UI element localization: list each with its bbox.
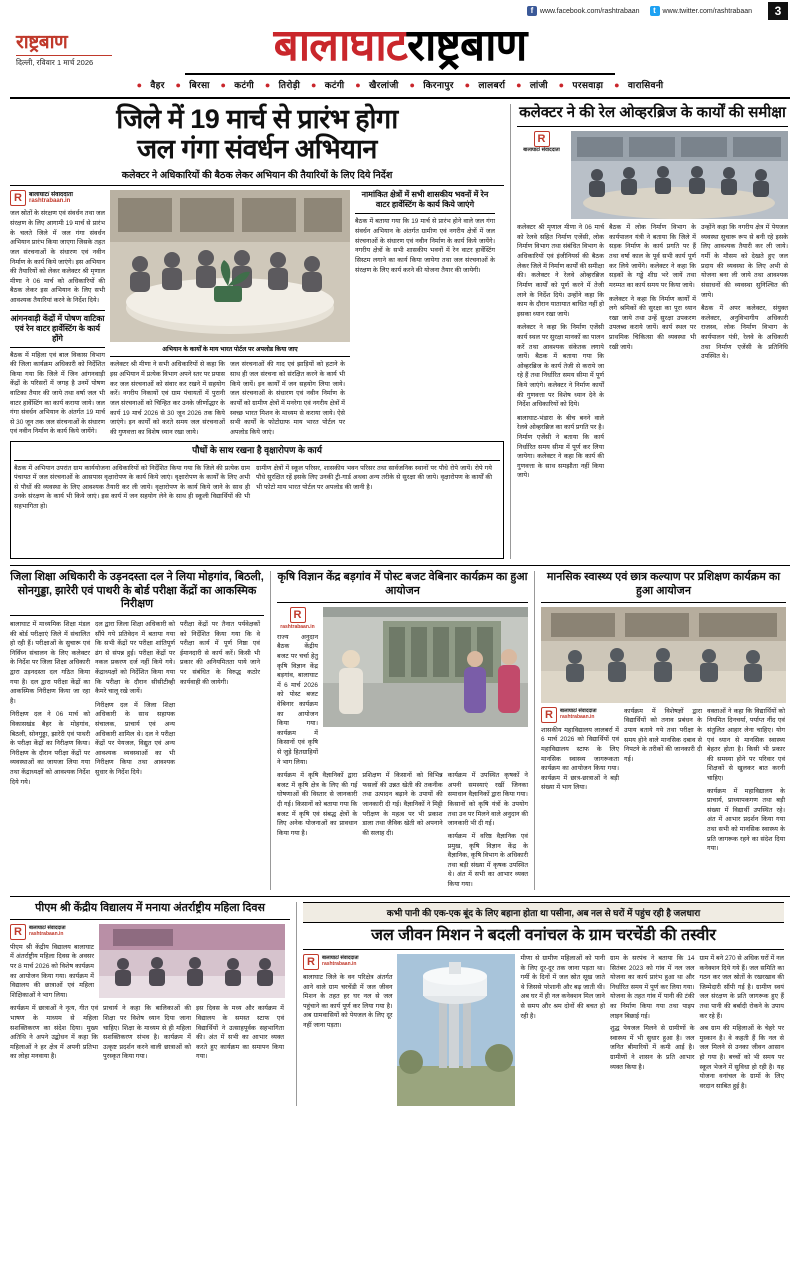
sec4-c2: कार्यक्रम में विशेषज्ञों द्वारा विद्यार्थियों को तनाव प्रबंधन के उपाय बताये गये तथा परीक्षा के समय होने वाले मानसिक दबाव से निपटने के तरीकों की जानकारी दी गई। [624,707,702,763]
sec3-c4: कार्यक्रम में उपस्थित कृषकों ने अपनी समस्याएं रखीं जिनका समाधान वैज्ञानिकों द्वारा किया गया। किसानों को कृषि यंत्रों के उपयोग तथा उन पर मिलने वाले अनुदान की जानकारी भी दी गई। [447,772,528,828]
byline [541,707,619,723]
lead-col1-head: आंगनवाड़ी केंद्रों में पोषण वाटिका एवं रेन वाटर हार्वेस्टिंग के कार्य होंगे [10,313,105,343]
lead-rule [10,185,504,186]
sec6-col-4 [610,954,695,1106]
rashtrabaan-badge-icon: R [10,924,26,940]
lead-boxed-item [10,441,504,559]
collector-col-3 [701,223,788,481]
sec2-c5: परीक्षा केंद्रों पर तैनात पर्यवेक्षकों को निर्देशित किया गया कि वे परीक्षा कार्य में पूर्ण निष्ठा एवं ईमानदारी से कार्य करें। किसी भी प्रकार की अनियमितता पाये जाने पर संबंधित के विरुद्ध कठोर कार्यवाही की जायेगी। [180,620,260,686]
sec4-col-1 [541,707,619,854]
sec6-c4: शुद्ध पेयजल मिलने से ग्रामीणों के स्वास्थ्य में भी सुधार हुआ है। जल जनित बीमारियों में कमी आई है। ग्रामीणों ने शासन के प्रति आभार व्यक्त किया है। [609,1025,695,1071]
sec3-top [277,607,528,768]
collector-cols [517,223,788,481]
sec5-headline: पीएम श्री केंद्रीय विद्यालय में मनाया अंतर्राष्ट्रीय महिला दिवस [35,901,265,914]
masthead-center [133,21,668,91]
sec2-headline: जिला शिक्षा अधिकारी के उड़नदस्ता दल ने लिया मोहगांव, बिठली, सोनगुड्डा, झारेरी एवं पाथरी के बोर्ड परीक्षा केंद्रों का आकस्मिक निरीक्षण [10,571,264,610]
lead-box-rule [14,460,500,461]
sec3-col-3 [448,771,528,889]
byline-name: बालाघाट/ संवाददाता [523,147,560,154]
sec5-top [10,924,290,1001]
sec6-c1: बालाघाट जिले के वन परिक्षेत्र अंतर्गत आने वाले ग्राम चरचेंडी में जल जीवन मिशन के तहत हर घर नल से जल पहुंचाने का कार्य पूर्ण कर लिया गया है। अब ग्रामवासियों को पेयजल के लिए दूर नहीं जाना पड़ता। [303,973,393,1029]
sec3-c3: प्रशिक्षण में किसानों को विभिन्न फसलों की उन्नत खेती की तकनीक तथा उत्पादन बढ़ाने के उपायों की जानकारी दी गई। वैज्ञानिकों ने मिट्टी परीक्षण के महत्व पर भी प्रकाश डाला तथा जैविक खेती को अपनाने की सलाह दी। [362,772,443,837]
lead-col1-rule2 [10,347,105,348]
sec3-rule [277,602,528,603]
sec5-story [10,902,290,1106]
sec6-col-5 [699,954,784,1106]
sec2-c1: बालाघाट में माध्यमिक शिक्षा मंडल की बोर्ड परीक्षाएं जिले में संचालित हो रही हैं। परीक्षाओं के सुचारू एवं निर्विघ्न संचालन के लिए कलेक्टर के निर्देश पर जिला शिक्षा अधिकारी द्वारा उड़नदस्ता दल गठित किया गया है। दल द्वारा परीक्षा केंद्रों का आकस्मिक निरीक्षण किया जा रहा है। [10,620,90,705]
byline-site: rashtrabaan.in [29,198,71,205]
sec2-story [10,571,264,889]
lead-col5-rule [355,213,495,214]
sec2-col-1 [10,620,90,787]
womens-day-event-illustration [99,924,285,998]
collector-c1: कलेक्टर श्री मृणाल मीणा ने 06 मार्च को रेलवे सहित निर्माण एजेंसी, लोक निर्माण विभाग तथा संबंधित विभाग के अधिकारियों एवं इंजीनियर्स की बैठक लेकर जिले में निर्माण कार्यों की समीक्षा की। कलेक्टर ने रेलवे ओव्हरब्रिज निर्माण कार्यों को पूर्ण करने में तेजी लाने के निर्देश दिये। उन्होंने कहा कि काम के दौरान यातायात बाधित नहीं हो इसका ध्यान रखा जाये। [517,224,604,318]
sec4-headline: मानसिक स्वास्थ्य एवं छात्र कल्याण पर प्रशिक्षण कार्यक्रम का हुआ आयोजन [546,571,781,597]
bottom-block [10,902,790,1106]
sec6-c5: ग्राम में बने 270 से अधिक घरों में नल कनेक्शन दिये गये हैं। जल समिति का गठन कर जल स्रोतों के रखरखाव की जिम्मेदारी सौंपी गई है। ग्रामीण स्वयं जल संरक्षण के प्रति जागरूक हुए हैं तथा पानी की बर्बादी रोकने के उपाय कर रहे हैं। [699,954,784,1020]
sec4-story [534,571,786,889]
sec4-col-3 [707,707,785,854]
lead-photo-caption: अभियान के कार्यों के माय भारत पोर्टल पर अपलोड किया जाए [162,346,298,354]
collector-rule [517,126,788,127]
sec3-photo [323,607,528,727]
page-number: 3 [768,2,788,20]
collector-c2: कलेक्टर ने कहा कि निर्माण एजेंसी कार्य स्थल पर सुरक्षा मानकों का पालन करें तथा आवश्यक संकेतक लगाये जायें। बैठक में बताया गया कि ओव्हरब्रिज के कार्य तेजी से कराये जा रहे हैं तथा निर्धारित समय सीमा में पूर्ण किये जाएंगे। कलेक्टर ने निर्माण कार्यों की गुणवत्ता पर विशेष ध्यान देने के निर्देश अधिकारियों को दिये। [517,324,604,409]
sec5-cols [10,1004,290,1062]
masthead-bottom-rule [10,97,790,99]
collector-c4: उन्होंने कहा कि नगरीय क्षेत्र में पेयजल व्यवस्था सुचारू रूप से बनी रहे इसके लिए आवश्यक तैयारी कर ली जाये। गर्मी के मौसम को देखते हुए जल प्रदाय की व्यवस्था के लिए अभी से योजना बना ली जाये तथा आवश्यक संसाधनों की व्यवस्था सुनिश्चित की जाये। [701,224,788,299]
byline-name: बालाघाट/ संवाददाता [29,925,66,931]
lead-box-head: पौधों के साथ रखना है वृक्षारोपण के कार्य [192,445,322,456]
byline [517,131,566,154]
collector-photo [571,131,788,219]
masthead [10,22,790,91]
town-5: खैरलांजी [369,80,399,90]
lead-col3-text: कलेक्टर श्री मीणा ने सभी अधिकारियों से कहा कि इस अभियान में प्रत्येक विभाग अपने स्तर पर प्रयास कर जल संरचनाओं को संवार कर रखने में सहयोग करें। नगरीय निकायों एवं ग्राम पंचायतों में पुरानी जल संरचनाओं को चिन्हित कर उनके जीर्णोद्धार के कार्य 19 मार्च 2026 से 30 जून 2026 तक किये जाएंगे। इन कार्यों को करते समय जल संरचनाओं की गुणवत्ता का विशेष ध्यान रखा जाये। [110,361,225,436]
lead-col1-rule [10,310,105,311]
lead-box-text1: बैठक में अभियान उपरांत ग्राम कार्ययोजना अधिकारियों को निर्देशित किया गया कि जिले की प्रत्येक ग्राम पंचायत में जल संरचनाओं के आसपास वृक्षारोपण के कार्य किये जाएं। वृक्षारोपण के कार्यों के लिए अभी से पौधों की व्यवस्था के लिए आवश्यक तैयारी कर ली जाये। वृक्षारोपण के कार्य किये जाने के साथ ही उनके संरक्षण के कार्य भी किये जाएं। इस कार्य में जन सहयोग लेने के साथ ही स्कूली विद्यार्थियों की भी सहभागिता हो। [14,464,250,511]
collector-headline: कलेक्टर ने की रेल ओव्हरब्रिज के कार्यों की समीक्षा [519,104,786,121]
facebook-icon: f [527,6,537,16]
lead-col5-head: नामांकित क्षेत्रों में सभी शासकीय भवनों में रेन वाटर हार्वेस्टिंग के कार्य किये जाएंगे [361,190,489,210]
collector-photo-wrap [571,131,788,219]
sec2-col-2 [95,620,175,787]
publisher-logo: राष्ट्रबाण [16,32,68,53]
byline [277,607,318,630]
sec4-rule [541,602,786,603]
sec5-col-1 [10,924,94,1001]
sec2-cols [10,620,264,787]
sec4-c3: वक्ताओं ने कहा कि विद्यार्थियों को नियमित दिनचर्या, पर्याप्त नींद एवं संतुलित आहार लेना चाहिए। योग एवं ध्यान से मानसिक स्वास्थ्य बेहतर होता है। किसी भी प्रकार की समस्या होने पर परिवार एवं शिक्षकों से खुलकर बात करनी चाहिए। [707,707,785,782]
town-9: परसवाड़ा [572,80,604,90]
dateline: दिल्ली, रविवार 1 मार्च 2026 [16,58,94,67]
top-block [10,104,790,559]
sec3-c1: राज्य अनुदान बैठक केंद्रीय बजट पर चर्चा हेतु कृषि विज्ञान केंद्र बड़गांव, बालाघाट में 6 मार्च 2026 को पोस्ट बजट वेबिनार कार्यक्रम का आयोजन किया गया। कार्यक्रम में किसानों एवं कृषि से जुड़े हितग्राहियों ने भाग लिया। [277,633,318,766]
lead-col-1 [10,190,105,437]
sec2-c4: निरीक्षण दल में जिला शिक्षा अधिकारी के साथ सहायक संचालक, प्राचार्य एवं अन्य अधिकारी शामिल थे। दल ने परीक्षा केंद्रों पर पेयजल, विद्युत एवं अन्य आवश्यक व्यवस्थाओं का भी निरीक्षण किया तथा आवश्यक सुधार के निर्देश दिये। [95,701,175,777]
byline-name: बालाघाट/ संवाददाता [29,191,73,198]
middle-block [10,571,790,889]
sec3-story [270,571,528,889]
sec3-byline-col [277,607,318,768]
sec6-story [296,902,784,1106]
logo-underline [16,55,112,56]
sec4-cols [541,707,786,854]
lead-col1-text: बैठक में महिला एवं बाल विकास विभाग की जिला कार्यक्रम अधिकारी को निर्देशित किया गया कि जिले में जिन आंगनवाड़ी केंद्रों के परिसरों में जगह है उनमें पोषण वाटिका तैयार की जाये तथा वर्षा जल भी वाटर हार्वेस्टिंग का कार्य कराया जाये। जल गंगा संवर्धन अभियान के अंतर्गत 19 मार्च से 30 जून तक जल संरचनाओं के संधारण एवं नवीन निर्माण के कार्य किये जायेंगे। [10,351,105,436]
sec3-photo-wrap [323,607,528,768]
sec6-headline: जल जीवन मिशन ने बदली वनांचल के ग्राम चरचेंडी की तस्वीर [371,926,716,944]
rashtrabaan-badge-icon: R [303,954,319,970]
edition-towns: ● वैहर ● बिरसा ● कटंगी ● तिरोड़ी ● कटंगी ● खैरलांजी ● किरनापुर ● लालबर्रा ● लांजी ● परसवाड़ा ● वारासिवनी [136,80,664,90]
sec3-c5: कार्यक्रम में वरिष्ठ वैज्ञानिक एवं प्रमुख, कृषि विज्ञान केंद्र के वैज्ञानिक, कृषि विभाग के अधिकारी तथा बड़ी संख्या में कृषक उपस्थित थे। अंत में सभी का आभार व्यक्त किया गया। [447,832,528,888]
lead-headline-2: जल गंगा संवर्धन अभियान [137,134,377,165]
masthead-title-city: बालाघाट [273,21,407,70]
twitter-url: www.twitter.com/rashtrabaan [662,7,752,15]
sec6-c2: मीणा से ग्रामीण महिलाओं को पानी के लिए दूर-दूर तक जाना पड़ता था। गर्मी के दिनों में जल स्रोत सूख जाते थे जिससे परेशानी और बढ़ जाती थी। अब घर में ही नल कनेक्शन मिल जाने से समय और श्रम दोनों की बचत हो रही है। [520,954,605,1020]
lead-story [10,104,504,559]
section-divider-2 [10,896,790,897]
kvk-machinery-illustration [323,607,528,727]
byline [10,190,105,206]
sec3-c2: कार्यक्रम में कृषि वैज्ञानिकों द्वारा बजट में कृषि क्षेत्र के लिए की गई घोषणाओं की विस्तार से जानकारी दी गई। किसानों को बताया गया कि बजट में कृषि एवं संबद्ध क्षेत्रों के लिए अनेक योजनाओं का प्रावधान किया गया है। [277,772,358,837]
water-tank-illustration [397,954,515,1106]
town-4: कटंगी [324,80,345,90]
town-8: लांजी [529,80,548,90]
classroom-training-illustration [541,607,786,703]
sec6-rule [303,949,784,950]
meeting-room-illustration [110,190,350,342]
lead-photo [110,190,350,342]
byline [303,954,392,970]
sec6-c3: ग्राम के सरपंच ने बताया कि 14 सितंबर 2023 को गांव में नल जल योजना का कार्य प्रारंभ हुआ था और निर्धारित समय में पूर्ण कर लिया गया। योजना के तहत गांव में पानी की टंकी का निर्माण किया गया तथा पाइप लाइन बिछाई गई। [609,954,695,1020]
byline-site: rashtrabaan.in [322,960,357,967]
lead-photo-rule [110,356,350,357]
twitter-icon: t [650,6,660,16]
masthead-left [16,28,136,68]
sec6-photo [397,954,515,1106]
collector-col-2 [609,223,696,481]
masthead-title [133,21,668,70]
town-10: वारासिवनी [627,80,664,90]
lead-photo-block [110,190,350,437]
top-social-bar [10,0,790,22]
sec6-photo-wrap [397,954,515,1106]
sec5-c3: प्राचार्य ने कहा कि बालिकाओं की शिक्षा पर विशेष ध्यान दिया जाना चाहिए। शिक्षा के माध्यम से ही महिला सशक्तिकरण संभव है। कार्यक्रम में उत्कृष्ट प्रदर्शन करने वाली छात्राओं को पुरस्कृत किया गया। [103,1005,191,1061]
sec4-photo [541,607,786,703]
lead-col5-text: बैठक में बताया गया कि 19 मार्च से प्रारंभ होने वाले जल गंगा संवर्धन अभियान के अंतर्गत ग्रामीण एवं नगरीय क्षेत्रों में जल संरचनाओं के संधारण एवं नवीन निर्माण के कार्य किये जायेंगे। नगरीय क्षेत्रों के सभी शासकीय भवनों में रेन वाटर हार्वेस्टिंग सिस्टम लगाने का कार्य किया जायेगा तथा जल संरचनाओं के संरक्षण के लिए कार्य करने की योजना तैयार की जायेगी। [355,218,495,274]
lead-upper [10,190,504,437]
rashtrabaan-badge-icon: R [534,131,550,147]
sec2-c3: दल द्वारा जिला शिक्षा अधिकारी को सौंपे गये प्रतिवेदन में बताया गया कि सभी केंद्रों पर परीक्षा शांतिपूर्ण ढंग से संपन्न हुई। परीक्षा केंद्रों पर नकल प्रकरण दर्ज नहीं किये गये। केंद्राध्यक्षों को निर्देशित किया गया कि परीक्षा के दौरान सीसीटीव्ही कैमरे चालू रखे जायें। [95,620,175,696]
lead-col2-text: जल स्रोतों के संरक्षण एवं संवर्धन तथा जल संरक्षण के लिए आगामी 19 मार्च से प्रारंभ के चलते जिले में जल गंगा संवर्धन अभियान प्रारंभ किया जाएगा जिसके तहत जल संरचनाओं के संधारण एवं नवीन निर्माण के कार्य किये जाएंगे। इस अभियान की तैयारियों को लेकर कलेक्टर श्री मृणाल मीणा ने 06 मार्च को अधिकारियों की बैठक लेकर इस अभियान के लिए सभी आवश्यक तैयारियां करने के निर्देश दिये। [10,210,105,304]
sec2-rule [10,615,264,616]
lead-box-text2: ग्रामीण क्षेत्रों में स्कूल परिसर, शासकीय भवन परिसर तथा सार्वजनिक स्थानों पर पौधे रोपे जायें। रोपे गये पौधे सुरक्षित रहें इसके लिए उनकी ट्री-गार्ड अथवा अन्य तरीके से सुरक्षा की जाये। वृक्षारोपण के कार्यों की भी फोटो माय भारत पोर्टल पर अपलोड की जानी है। [256,464,492,491]
section-divider-1 [10,565,790,566]
facebook-url: www.facebook.com/rashtrabaan [539,7,640,15]
lead-subhead: कलेक्टर ने अधिकारियों की बैठक लेकर अभियान की तैयारियों के लिए दिये निर्देश [121,170,393,182]
sec4-c1: शासकीय महाविद्यालय लालबर्रा में 6 मार्च 2026 को विद्यार्थियों एवं महाविद्यालय स्टाफ के लिए मानसिक स्वास्थ्य जागरूकता कार्यक्रम का आयोजन किया गया। कार्यक्रम में छात्र-छात्राओं ने बड़ी संख्या में भाग लिया। [541,726,619,792]
byline-site: rashtrabaan.in [560,713,595,720]
conference-room-illustration [571,131,788,219]
sec2-c2: निरीक्षण दल ने 06 मार्च को विकासखंड बैहर के मोहगांव, बिठली, सोनगुड्डा, झारेरी एवं पाथरी के परीक्षा केंद्रों का निरीक्षण किया। निरीक्षण के दौरान परीक्षा केंद्रों पर व्यवस्थाओं का जायजा लिया गया तथा केंद्राध्यक्षों को आवश्यक निर्देश दिये गये। [10,711,90,786]
town-3: तिरोड़ी [278,80,301,90]
sec6-cols [303,954,784,1106]
sec6-col-1 [303,954,392,1106]
sec5-c1: पीएम श्री केंद्रीय विद्यालय बालाघाट में अंतर्राष्ट्रीय महिला दिवस के अवसर पर 8 मार्च 2026 को विशेष कार्यक्रम का आयोजन किया गया। कार्यक्रम में विद्यालय की छात्राओं एवं महिला शिक्षिकाओं ने भाग लिया। [10,943,94,999]
lead-headline-1: जिले में 19 मार्च से प्रारंभ होगा [116,104,398,134]
collector-c3: बैठक में लोक निर्माण विभाग के कार्यपालन यंत्री ने बताया कि जिले में सड़क निर्माण के कार्य प्रगति पर हैं तथा वर्षा काल के पूर्व सभी कार्य पूर्ण कर लिये जायेंगे। कलेक्टर ने कहा कि सड़कों के गड्ढे शीघ्र भरे जायें तथा मरम्मत का कार्य समय पर किया जाये। [609,224,696,289]
byline-name: बालाघाट/ संवाददाता [322,955,359,962]
sec6-strip: कभी पानी की एक-एक बूंद के लिए बहाना होता था पसीना, अब नल से घरों में पहुंच रही है जलधारा [303,902,784,923]
collector-story [510,104,788,559]
collector-c5: बालाघाट-भंडारा के बीच बनने वाले रेलवे ओव्हरब्रिज का कार्य प्रगति पर है। निर्माण एजेंसी ने बताया कि कार्य निर्धारित समय सीमा में पूर्ण कर लिया जायेगा। कलेक्टर ने कहा कि कार्य की गुणवत्ता के साथ समझौता नहीं किया जाये। [517,414,605,480]
rashtrabaan-badge-icon: R [290,607,306,623]
rashtrabaan-badge-icon: R [10,190,26,206]
sec3-cols [277,771,528,889]
sec4-c4: कार्यक्रम में महाविद्यालय के प्राचार्य, प्राध्यापकगण तथा बड़ी संख्या में विद्यार्थी उपस्थित रहे। अंत में आभार प्रदर्शन किया गया तथा सभी को मानसिक स्वास्थ्य के प्रति जागरूक रहने का संदेश दिया गया। [707,787,785,853]
sec6-c6: अब ग्राम की महिलाओं के चेहरे पर मुस्कान है। वे कहती हैं कि नल से जल मिलने से उनका जीवन आसान हो गया है। बच्चों को भी समय पर स्कूल भेजने में सुविधा हो रही है। यह योजना वनांचल के ग्रामों के लिए वरदान साबित हुई है। [699,1025,784,1090]
lead-col-5 [355,190,495,437]
collector-top [517,131,788,219]
sec5-c2: कार्यक्रम में छात्राओं ने नृत्य, गीत एवं भाषण के माध्यम से महिला सशक्तिकरण का संदेश दिया। मुख्य अतिथि ने अपने उद्बोधन में कहा कि महिलाओं ने हर क्षेत्र में अपनी प्रतिभा का लोहा मनवाया है। [10,1005,98,1061]
sec5-photo-wrap [99,924,285,1001]
collector-byline-col [517,131,566,219]
facebook-link[interactable] [527,6,640,16]
masthead-rule [185,73,615,75]
town-6: किरनापुर [423,80,454,90]
byline-site: rashtrabaan.in [29,930,64,937]
town-0: वैहर [150,80,165,90]
sec3-headline: कृषि विज्ञान केंद्र बड़गांव में पोस्ट बजट वेबिनार कार्यक्रम का हुआ आयोजन [277,571,528,597]
sec5-c4: इस दिवस के मध्य और कार्यक्रम में विद्यालय के समस्त स्टाफ एवं विद्यार्थियों ने उत्साहपूर्वक सहभागिता की। अंत में सभी का आभार व्यक्त करते हुए कार्यक्रम का समापन किया गया। [196,1005,284,1061]
collector-c6: कलेक्टर ने कहा कि निर्माण कार्यों में लगे श्रमिकों की सुरक्षा का पूरा ध्यान रखा जाये तथा उन्हें सुरक्षा उपकरण उपलब्ध कराये जायें। कार्य स्थल पर प्राथमिक चिकित्सा की व्यवस्था भी रखी जाये। [609,295,696,351]
sec5-photo [99,924,285,998]
sec2-col-3 [180,620,260,787]
town-2: कटंगी [234,80,255,90]
byline-site: rashtrabaan.in [280,623,315,630]
masthead-title-paper: राष्ट्रबाण [406,21,527,70]
collector-c7: बैठक में अपर कलेक्टर, संयुक्त कलेक्टर, अनुविभागीय अधिकारी राजस्व, लोक निर्माण विभाग के कार्यपालन यंत्री, रेलवे के अधिकारी तथा निर्माण एजेंसी के प्रतिनिधि उपस्थित थे। [701,305,788,361]
collector-col-1 [517,223,604,481]
lead-box-cols [14,464,500,512]
town-1: बिरसा [189,80,210,90]
lead-photo-undercols [110,360,350,437]
sec5-rule [10,919,290,920]
town-7: लालबर्रा [478,80,506,90]
lead-col4-text: जल संरचनाओं की गाद एवं झाड़ियों को हटाने के साथ ही जल संरचना को संरक्षित करने के कार्य भी किये जायें। इन कार्यों में जन सहयोग लिया जाये। जल संरचनाओं के संधारण एवं नवीन निर्माण के कार्यों को ग्रामीण क्षेत्रों में मनरेगा एवं नगरीय क्षेत्रों में स्वच्छ भारत मिशन के माध्यम से कराया जाये। ऐसे सभी कार्यों के फोटोग्राफ माय भारत पोर्टल पर अपलोड किये जाएं। [230,361,345,436]
twitter-link[interactable] [650,6,752,16]
byline-name: बालाघाट/ संवाददाता [560,707,597,714]
rashtrabaan-badge-icon: R [541,707,557,723]
byline [10,924,94,940]
